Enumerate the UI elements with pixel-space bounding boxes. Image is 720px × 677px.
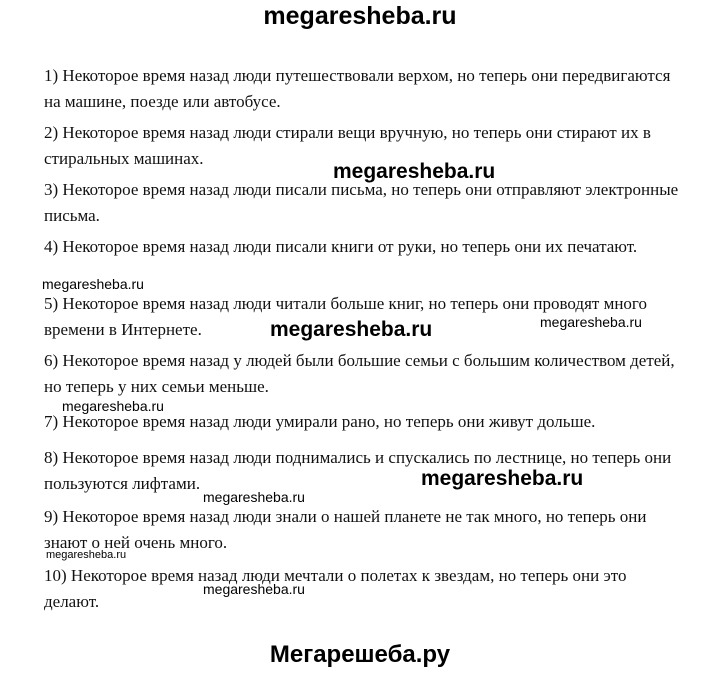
answer-item-2: 2) Некоторое время назад люди стирали вещи вручную, но теперь они стирают их в стиральных машинах. — [44, 123, 651, 168]
answer-item-3: 3) Некоторое время назад люди писали письма, но теперь они отправляют электронные письма. — [44, 180, 679, 225]
watermark: megaresheba.ru — [203, 489, 305, 505]
answer-item-1: 1) Некоторое время назад люди путешествовали верхом, но теперь они передвигаются на машине, поезде или автобусе. — [44, 66, 671, 111]
watermark: megaresheba.ru — [46, 549, 127, 561]
watermark: megaresheba.ru — [203, 581, 305, 597]
answer-item-5: 5) Некоторое время назад люди читали больше книг, но теперь они проводят много времени в Интернете. — [44, 294, 647, 339]
watermark: megaresheba.ru — [333, 160, 496, 183]
watermark: megaresheba.ru — [270, 318, 433, 341]
answer-item-6: 6) Некоторое время назад у людей были большие семьи с большим количеством детей, но теперь у них семьи меньше. — [44, 351, 675, 396]
header-site-title: megaresheba.ru — [263, 2, 457, 30]
watermark: megaresheba.ru — [62, 398, 164, 414]
answer-item-10: 10) Некоторое время назад люди мечтали о полетах к звездам, но теперь они это делают. — [44, 566, 627, 611]
watermark: megaresheba.ru — [421, 467, 584, 490]
answer-item-8: 8) Некоторое время назад люди поднимались и спускались по лестнице, но теперь они пользуются лифтами. — [44, 448, 672, 493]
watermark: megaresheba.ru — [540, 314, 642, 330]
answer-item-4: 4) Некоторое время назад люди писали книги от руки, но теперь они их печатают. — [44, 237, 638, 256]
watermark: megaresheba.ru — [42, 276, 144, 292]
answer-item-9: 9) Некоторое время назад люди знали о нашей планете не так много, но теперь они знают о ней очень много. — [44, 507, 647, 552]
footer-site-title: Мегарешеба.ру — [269, 641, 451, 668]
answer-item-7: 7) Некоторое время назад люди умирали рано, но теперь они живут дольше. — [44, 412, 596, 431]
